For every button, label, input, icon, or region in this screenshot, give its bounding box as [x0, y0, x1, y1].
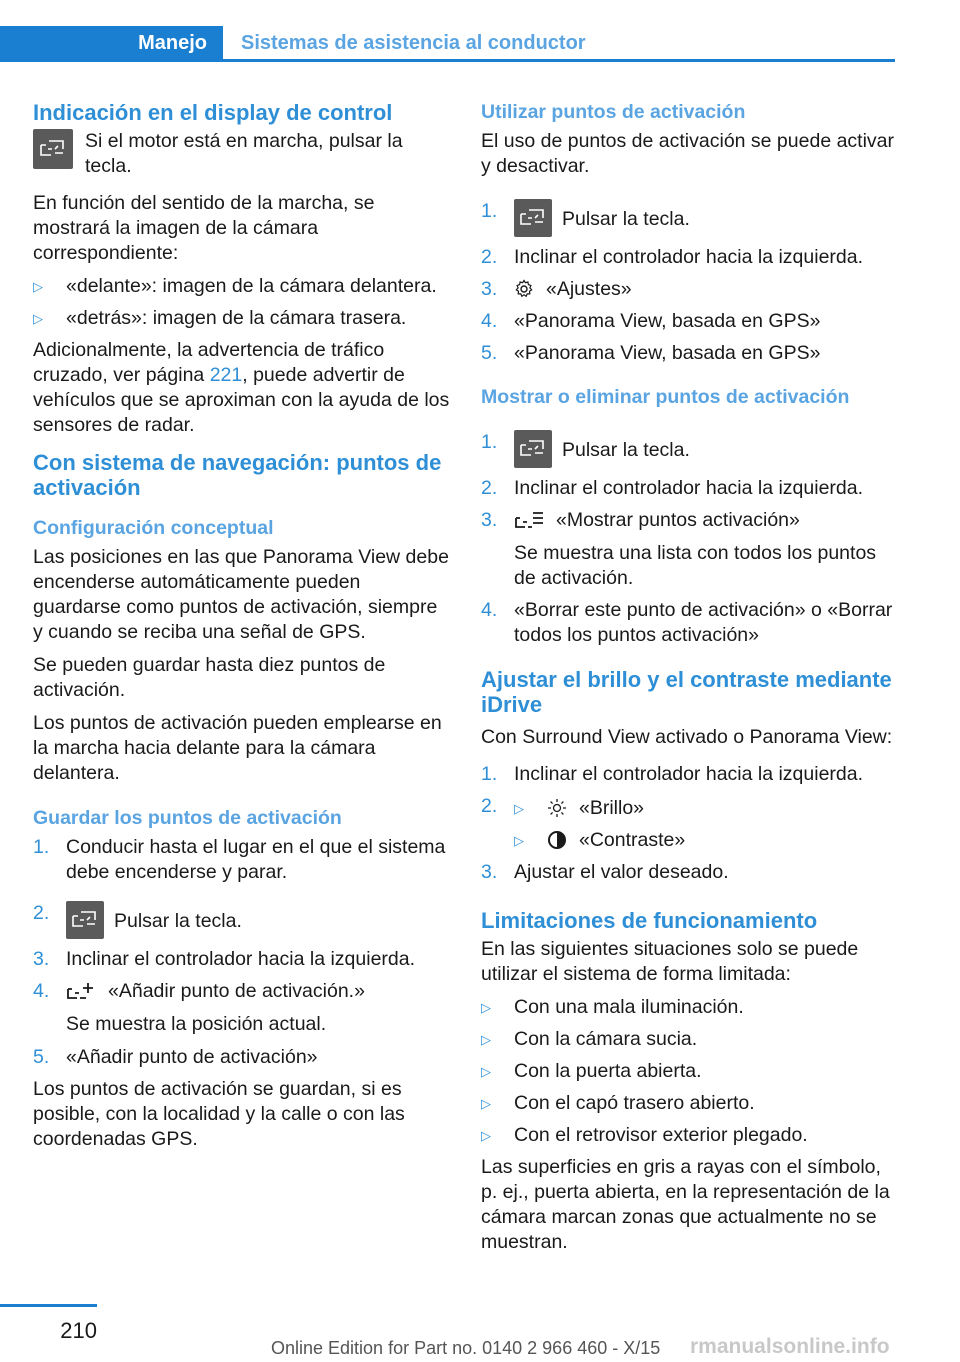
bullet-icon: ▷: [481, 1096, 491, 1111]
additional-paragraph: Adicionalmente, la advertencia de tráfico cruzado, ver página 221, puede advertir de vehículos que se aproximan con la ayuda de los sensores de radar.: [33, 339, 450, 436]
bullet-icon: ▷: [481, 1128, 491, 1143]
list-item: ▷ Con el retrovisor exterior plegado.: [481, 1124, 808, 1146]
list-item: 5. «Añadir punto de activación»: [33, 1046, 318, 1068]
bullet-icon: ▷: [481, 1000, 491, 1015]
list-item: 2. Inclinar el controlador hacia la izquierda.: [481, 477, 864, 499]
list-points-icon: [514, 510, 544, 530]
list-item: 3. «Ajustes»: [481, 278, 632, 300]
edition-text: Online Edition for Part no. 0140 2 966 460 - X/15: [271, 1338, 661, 1358]
bullet-icon: ▷: [481, 1064, 491, 1079]
saved-paragraph: Los puntos de activación se guardan, si es posible, con la localidad y la calle o con las coordenadas GPS.: [33, 1078, 405, 1150]
list-item: 3. Inclinar el controlador hacia la izquierda.: [33, 948, 416, 970]
list-item: 3. Ajustar el valor deseado.: [481, 861, 729, 883]
usage-paragraph: Los puntos de activación pueden emplearse en la marcha hacia delante para la cámara delantera.: [33, 712, 442, 784]
ten-paragraph: Se pueden guardar hasta diez puntos de activación.: [33, 654, 386, 701]
use-paragraph: El uso de puntos de activación se puede activar y desactivar.: [481, 130, 895, 177]
camera-key-icon: [514, 199, 552, 237]
watermark: rmanualsonline.info: [690, 1335, 890, 1358]
list-item: ▷ Con el capó trasero abierto.: [481, 1092, 755, 1114]
footer-rule: [0, 1304, 97, 1307]
bullet-icon: ▷: [33, 279, 43, 294]
section-tab[interactable]: Manejo: [0, 26, 223, 62]
concept-paragraph: Las posiciones en las que Panorama View debe encenderse automáticamente pueden guardarse como puntos de activación, siempre y cuando se reciba una señal de GPS.: [33, 546, 449, 643]
camera-key-icon: [33, 129, 73, 169]
bullet-icon: ▷: [514, 833, 524, 848]
list-item: 1. Conducir hasta el lugar en el que el sistema debe encenderse y parar.: [33, 836, 446, 883]
bullet-icon: ▷: [481, 1032, 491, 1047]
surfaces-paragraph: Las superficies en gris a rayas con el símbolo, p. ej., puerta abierta, en la representación de la cámara marcan zonas que actualmente no se muestran.: [481, 1156, 890, 1253]
page-number: 210: [60, 1318, 97, 1343]
limits-paragraph: En las siguientes situaciones solo se puede utilizar el sistema de forma limitada:: [481, 938, 859, 985]
right-column: [481, 100, 899, 1255]
function-paragraph: En función del sentido de la marcha, se mostrará la imagen de la cámara correspondiente:: [33, 192, 375, 264]
heading-concept: Configuración conceptual: [33, 517, 274, 539]
list-item: ▷ Con la puerta abierta.: [481, 1060, 702, 1082]
heading-navigation: Con sistema de navegación: puntos de activación: [33, 450, 442, 500]
list-item: [33, 274, 451, 299]
list-item: 4. «Añadir punto de activación.» Se muestra la posición actual.: [33, 980, 365, 1035]
bullet-text: «detrás»: imagen de la cámara trasera.: [66, 307, 407, 329]
list-item: 2. Pulsar la tecla.: [33, 901, 451, 939]
heading-limits: Limitaciones de funcionamiento: [481, 908, 818, 933]
list-item: 1. Pulsar la tecla.: [481, 430, 899, 468]
display-instruction: [33, 129, 451, 179]
list-item: 3. «Mostrar puntos activación» Se muestra una lista con todos los puntos de activación.: [481, 509, 877, 589]
list-item: 4. «Panorama View, basada en GPS»: [481, 310, 821, 332]
list-item: 5. «Panorama View, basada en GPS»: [481, 342, 821, 364]
list-item: 1. Pulsar la tecla.: [481, 199, 899, 237]
camera-key-icon: [66, 901, 104, 939]
chapter-title[interactable]: Sistemas de asistencia al conductor: [241, 32, 586, 54]
contrast-icon: [547, 830, 567, 850]
heading-use: Utilizar puntos de activación: [481, 101, 746, 123]
list-item: ▷ Con la cámara sucia.: [481, 1028, 698, 1050]
brightness-icon: [547, 798, 567, 818]
heading-display: Indicación en el display de control: [33, 100, 393, 125]
brightness-paragraph: Con Surround View activado o Panorama View:: [481, 726, 893, 748]
list-item: 4. «Borrar este punto de activación» o «Borrar todos los puntos activación»: [481, 599, 893, 646]
page-link[interactable]: 221: [209, 364, 243, 386]
list-item: 2. ▷ «Brillo» ▷ «Contraste»: [481, 795, 686, 851]
heading-save: Guardar los puntos de activación: [33, 807, 342, 829]
gear-icon: [514, 279, 534, 299]
left-column: [33, 100, 451, 1152]
heading-brightness: Ajustar el brillo y el contraste mediante iDrive: [481, 667, 892, 717]
bullet-icon: ▷: [33, 311, 43, 326]
bullet-icon: ▷: [514, 801, 524, 816]
list-item: 1. Inclinar el controlador hacia la izquierda.: [481, 763, 864, 785]
list-item: [33, 306, 451, 331]
heading-show: Mostrar o eliminar puntos de activación: [481, 386, 850, 408]
bullet-text: «delante»: imagen de la cámara delantera.: [66, 275, 437, 297]
camera-key-icon: [514, 430, 552, 468]
add-point-icon: [66, 981, 96, 1001]
list-item: 2. Inclinar el controlador hacia la izquierda.: [481, 246, 864, 268]
display-text: Si el motor está en marcha, pulsar la tecla.: [85, 130, 403, 177]
list-item: ▷ Con una mala iluminación.: [481, 996, 744, 1018]
